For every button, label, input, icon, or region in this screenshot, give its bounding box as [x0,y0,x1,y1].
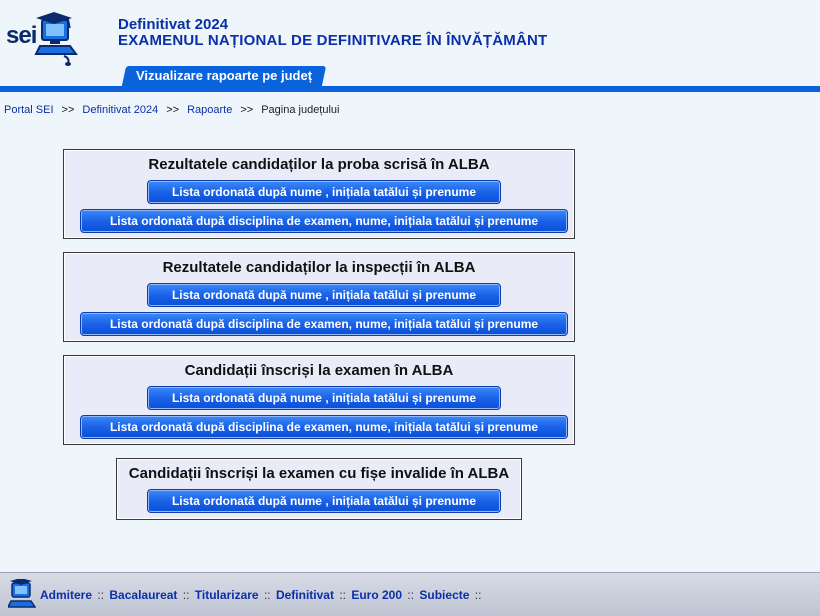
footer-separator: :: [97,588,105,602]
computer-icon [8,579,36,611]
panel-proba-scrisa [63,149,575,239]
tab-vizualizare-rapoarte[interactable] [122,66,326,86]
footer-link-euro-200[interactable]: Euro 200 [351,588,403,602]
page-title: Definitivat 2024 [118,16,229,33]
list-by-name-button[interactable]: Lista ordonată după nume , inițiala tatălui și prenume [147,386,501,410]
footer-nav [40,588,483,602]
breadcrumb-separator: >> [240,104,254,116]
panel-title: Candidații înscriși la examen în ALBA [184,362,454,379]
footer-separator: :: [474,588,482,602]
footer-separator: :: [407,588,415,602]
footer-separator: :: [182,588,190,602]
footer-link-definitivat[interactable]: Definitivat [275,588,334,602]
list-by-name-button[interactable]: Lista ordonată după nume , inițiala tatălui și prenume [147,180,501,204]
panel-title: Rezultatele candidaților la proba scrisă în ALBA [148,156,490,173]
header [0,0,820,92]
list-by-name-button[interactable]: Lista ordonată după nume , inițiala tatălui și prenume [147,489,501,513]
page-subtitle: EXAMENUL NAȚIONAL DE DEFINITIVARE ÎN ÎNVĂȚĂMÂNT [118,32,548,49]
breadcrumb-link-rapoarte[interactable]: Rapoarte [187,104,233,116]
panel-candidati-inscrisi [63,355,575,445]
panel-inspectii [63,252,575,342]
panel-title: Candidații înscriși la examen cu fișe invalide în ALBA [128,465,510,482]
list-by-discipline-button[interactable]: Lista ordonată după disciplina de examen, nume, inițiala tatălui și prenume [80,312,568,336]
breadcrumb [4,104,340,116]
logo-text: sei [6,22,37,49]
list-by-discipline-button[interactable]: Lista ordonată după disciplina de examen, nume, inițiala tatălui și prenume [80,415,568,439]
footer-separator: :: [339,588,346,602]
tab-label: Vizualizare rapoarte pe județ [136,68,313,83]
breadcrumb-current: Pagina județului [261,104,340,116]
breadcrumb-link-portal-sei[interactable]: Portal SEI [4,104,54,116]
footer-link-subiecte[interactable]: Subiecte [419,588,470,602]
breadcrumb-link-definitivat[interactable]: Definitivat 2024 [82,104,159,116]
computer-user-logo-icon [34,10,82,66]
panel-fise-invalide [116,458,522,520]
footer-link-admitere[interactable]: Admitere [40,588,93,602]
header-divider [0,86,820,92]
breadcrumb-separator: >> [61,104,75,116]
breadcrumb-separator: >> [166,104,180,116]
footer-link-titularizare[interactable]: Titularizare [194,588,259,602]
footer-link-bacalaureat[interactable]: Bacalaureat [109,588,178,602]
panel-title: Rezultatele candidaților la inspecții în ALBA [162,259,476,276]
footer-separator: :: [263,588,271,602]
list-by-name-button[interactable]: Lista ordonată după nume , inițiala tatălui și prenume [147,283,501,307]
list-by-discipline-button[interactable]: Lista ordonată după disciplina de examen, nume, inițiala tatălui și prenume [80,209,568,233]
footer [0,572,820,616]
